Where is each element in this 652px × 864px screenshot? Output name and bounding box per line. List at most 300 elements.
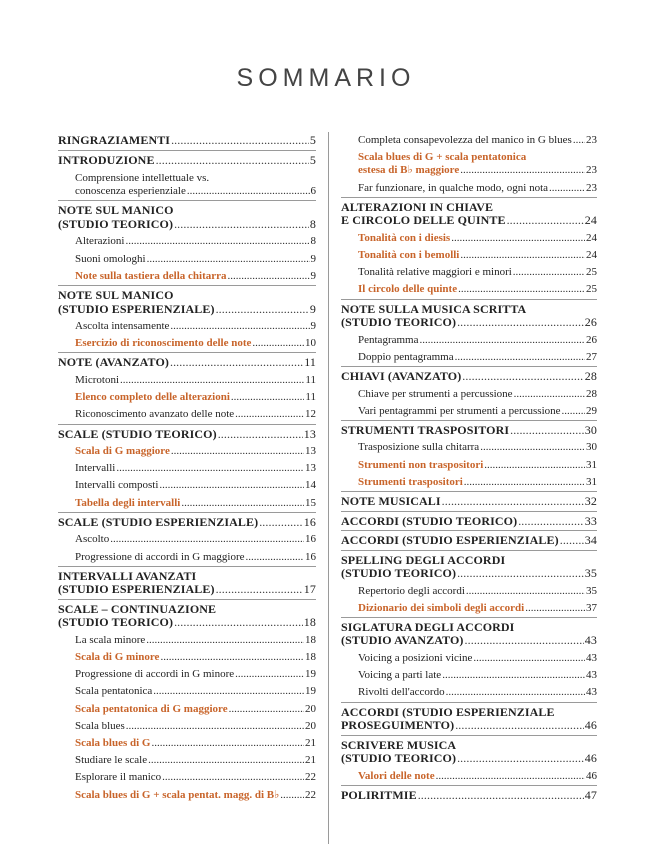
dot-leader bbox=[473, 652, 585, 665]
page-number: 31 bbox=[586, 458, 597, 471]
dot-leader bbox=[518, 515, 584, 529]
dot-leader bbox=[162, 771, 304, 784]
toc-entry-title: Tonalità con i bemolli bbox=[358, 249, 460, 262]
dot-leader bbox=[513, 266, 585, 279]
toc-section-entry[interactable] bbox=[341, 554, 597, 581]
toc-section-entry[interactable] bbox=[341, 534, 597, 548]
toc-entry-title: Ascolta intensamente bbox=[75, 320, 170, 333]
page-number: 35 bbox=[584, 566, 597, 581]
toc-subentry[interactable] bbox=[58, 720, 316, 733]
toc-subentry[interactable] bbox=[341, 351, 597, 364]
page-number: 31 bbox=[586, 475, 597, 488]
toc-section-entry[interactable] bbox=[58, 570, 316, 597]
toc-entry-title: Scala blues bbox=[75, 719, 125, 732]
dot-leader bbox=[218, 428, 303, 442]
toc-entry-title-line1: SIGLATURA DEGLI ACCORDI bbox=[341, 619, 515, 634]
toc-entry-title: Studiare le scale bbox=[75, 754, 148, 767]
dot-leader bbox=[171, 134, 309, 148]
page-number: 23 bbox=[586, 164, 597, 177]
toc-entry-title: Valori delle note bbox=[358, 769, 435, 782]
toc-entry-title: estesa di B♭ maggiore bbox=[358, 164, 460, 177]
toc-entry-title: Doppio pentagramma bbox=[358, 350, 454, 363]
toc-subentry[interactable] bbox=[58, 408, 316, 421]
toc-subentry[interactable] bbox=[341, 652, 597, 665]
page-number: 14 bbox=[305, 479, 316, 492]
dot-leader bbox=[549, 182, 585, 195]
page-number: 9 bbox=[309, 301, 316, 316]
toc-entry-title: Scala blues di G bbox=[75, 736, 151, 749]
toc-subentry[interactable] bbox=[341, 334, 597, 347]
page-number: 43 bbox=[586, 669, 597, 682]
toc-entry-title: (STUDIO TEORICO) bbox=[58, 615, 174, 630]
section-separator bbox=[58, 424, 316, 425]
page-number: 21 bbox=[305, 754, 316, 767]
dot-leader bbox=[259, 516, 303, 530]
toc-subentry[interactable] bbox=[58, 685, 316, 698]
dot-leader bbox=[229, 703, 304, 716]
toc-entry-title-line1: Comprensione intellettuale vs. bbox=[75, 172, 210, 184]
page-number: 24 bbox=[584, 213, 597, 228]
page-number: 17 bbox=[303, 582, 316, 597]
dot-leader bbox=[125, 235, 309, 248]
toc-entry-title: Il circolo delle quinte bbox=[358, 283, 458, 296]
toc-entry-title: ACCORDI (STUDIO TEORICO) bbox=[341, 513, 518, 528]
toc-subentry[interactable] bbox=[58, 253, 316, 266]
toc-entry-title: POLIRITMIE bbox=[341, 787, 417, 802]
toc-entry-title: Vari pentagrammi per strumenti a percussione bbox=[358, 404, 561, 417]
dot-leader bbox=[174, 218, 309, 232]
section-separator bbox=[341, 550, 597, 551]
dot-leader bbox=[525, 602, 585, 615]
toc-entry-title: RINGRAZIAMENTI bbox=[58, 133, 171, 147]
dot-leader bbox=[170, 320, 309, 333]
toc-entry-title: Repertorio degli accordi bbox=[358, 584, 465, 597]
page-number: 13 bbox=[303, 426, 316, 441]
toc-subentry[interactable] bbox=[58, 551, 316, 564]
page-number: 26 bbox=[584, 315, 597, 330]
toc-subentry[interactable] bbox=[341, 459, 597, 472]
toc-subentry[interactable] bbox=[58, 771, 316, 784]
dot-leader bbox=[462, 370, 584, 384]
page-number: 28 bbox=[586, 387, 597, 400]
dot-leader bbox=[442, 495, 584, 509]
toc-entry-title: Voicing a parti late bbox=[358, 669, 442, 682]
dot-leader bbox=[419, 334, 585, 347]
toc-entry-title: Riconoscimento avanzato delle note bbox=[75, 408, 235, 421]
toc-entry-title: Pentagramma bbox=[358, 333, 419, 346]
dot-leader bbox=[147, 253, 310, 266]
dot-leader bbox=[455, 351, 585, 364]
toc-entry-title: Scala pentatonica bbox=[75, 685, 153, 698]
toc-subentry[interactable] bbox=[58, 391, 316, 404]
dot-leader bbox=[464, 476, 585, 489]
toc-subentry[interactable] bbox=[341, 266, 597, 279]
toc-entry-title-line1: NOTE SULLA MUSICA SCRITTA bbox=[341, 301, 527, 316]
page-number: 19 bbox=[305, 668, 316, 681]
toc-entry-title: Strumenti non traspositori bbox=[358, 458, 484, 471]
toc-subentry[interactable] bbox=[58, 668, 316, 681]
page-number: 8 bbox=[309, 216, 316, 231]
section-separator bbox=[341, 785, 597, 786]
dot-leader bbox=[156, 154, 309, 168]
page-number: 8 bbox=[310, 235, 316, 248]
toc-subentry[interactable] bbox=[58, 462, 316, 475]
section-separator bbox=[341, 511, 597, 512]
toc-section-entry[interactable] bbox=[341, 303, 597, 330]
toc-entry-title-line1: INTERVALLI AVANZATI bbox=[58, 568, 197, 583]
dot-leader bbox=[120, 374, 304, 387]
dot-leader bbox=[187, 185, 310, 198]
dot-leader bbox=[465, 634, 584, 648]
toc-subentry[interactable] bbox=[341, 441, 597, 454]
page-number: 11 bbox=[305, 391, 316, 404]
toc-entry-title: Rivolti dell'accordo bbox=[358, 686, 445, 699]
toc-subentry[interactable] bbox=[341, 388, 597, 401]
toc-section-entry[interactable] bbox=[341, 789, 597, 803]
toc-entry-title: conoscenza esperienziale bbox=[75, 185, 186, 198]
dot-leader bbox=[507, 214, 584, 228]
toc-subentry[interactable] bbox=[341, 232, 597, 245]
toc-entry-title: Trasposizione sulla chitarra bbox=[358, 441, 480, 454]
toc-entry-title: Chiave per strumenti a percussione bbox=[358, 387, 513, 400]
toc-entry-title: NOTE (AVANZATO) bbox=[58, 355, 169, 370]
dot-leader bbox=[442, 669, 585, 682]
toc-subentry[interactable] bbox=[341, 669, 597, 682]
toc-entry-title: Tonalità relative maggiori e minori bbox=[358, 266, 512, 279]
page-number: 22 bbox=[305, 788, 316, 801]
dot-leader bbox=[280, 789, 304, 802]
toc-entry-title: (STUDIO TEORICO) bbox=[58, 216, 174, 231]
section-separator bbox=[341, 617, 597, 618]
toc-entry-title: Voicing a posizioni vicine bbox=[358, 651, 473, 664]
dot-leader bbox=[171, 445, 304, 458]
dot-leader bbox=[159, 479, 304, 492]
page-number: 5 bbox=[309, 133, 316, 147]
toc-entry-title-line1: SCALE – CONTINUAZIONE bbox=[58, 601, 217, 616]
page-number: 29 bbox=[586, 404, 597, 417]
dot-leader bbox=[181, 497, 304, 510]
toc-subentry[interactable] bbox=[58, 754, 316, 767]
dot-leader bbox=[235, 408, 304, 421]
toc-subentry[interactable] bbox=[58, 374, 316, 387]
toc-entry-title: Esplorare il manico bbox=[75, 771, 162, 784]
page-number: 18 bbox=[305, 633, 316, 646]
toc-entry-title: Note sulla tastiera della chitarra bbox=[75, 269, 227, 282]
page-number: 28 bbox=[584, 369, 597, 384]
page-number: 23 bbox=[586, 181, 597, 194]
toc-entry-title: INTRODUZIONE bbox=[58, 152, 155, 167]
dot-leader bbox=[458, 283, 585, 296]
toc-entry-title: E CIRCOLO DELLE QUINTE bbox=[341, 213, 506, 228]
page-number: 22 bbox=[305, 771, 316, 784]
toc-subentry[interactable] bbox=[58, 634, 316, 647]
column-divider bbox=[328, 132, 329, 844]
toc-entry-title: SCALE (STUDIO ESPERIENZIALE) bbox=[58, 514, 259, 529]
toc-subentry[interactable] bbox=[341, 686, 597, 699]
page-number: 30 bbox=[584, 422, 597, 437]
page-title: SOMMARIO bbox=[236, 64, 416, 92]
toc-section-entry[interactable] bbox=[58, 289, 316, 316]
page-number: 5 bbox=[309, 152, 316, 167]
toc-entry-title: Far funzionare, in qualche modo, ogni nota bbox=[358, 181, 549, 194]
toc-entry-title: ACCORDI (STUDIO ESPERIENZIALE) bbox=[341, 533, 559, 548]
dot-leader bbox=[228, 270, 310, 283]
toc-subentry[interactable] bbox=[58, 479, 316, 492]
section-separator bbox=[341, 420, 597, 421]
page-number: 26 bbox=[586, 333, 597, 346]
toc-subentry[interactable] bbox=[341, 182, 597, 195]
toc-subentry[interactable] bbox=[58, 235, 316, 248]
toc-subentry[interactable] bbox=[341, 405, 597, 418]
toc-entry-title: Dizionario dei simboli degli accordi bbox=[358, 601, 525, 614]
toc-subentry[interactable] bbox=[58, 172, 316, 198]
dot-leader bbox=[484, 459, 585, 472]
toc-section-entry[interactable] bbox=[58, 134, 316, 148]
section-separator bbox=[58, 352, 316, 353]
toc-subentry[interactable] bbox=[341, 249, 597, 262]
toc-entry-title-line1: SCRIVERE MUSICA bbox=[341, 737, 457, 752]
page-number: 15 bbox=[305, 496, 316, 509]
dot-leader bbox=[170, 356, 303, 370]
dot-leader bbox=[451, 232, 585, 245]
page-number: 33 bbox=[584, 513, 597, 528]
section-separator bbox=[341, 299, 597, 300]
page-number: 32 bbox=[584, 494, 597, 509]
toc-entry-title: STRUMENTI TRASPOSITORI bbox=[341, 422, 510, 437]
page-number: 20 bbox=[305, 719, 316, 732]
page-number: 21 bbox=[305, 736, 316, 749]
page-number: 18 bbox=[303, 615, 316, 630]
toc-entry-title: Intervalli composti bbox=[75, 479, 159, 492]
dot-leader bbox=[152, 737, 305, 750]
section-separator bbox=[341, 491, 597, 492]
page-number: 13 bbox=[305, 462, 316, 475]
page-number: 24 bbox=[586, 249, 597, 262]
toc-subentry[interactable] bbox=[341, 134, 597, 147]
dot-leader bbox=[436, 770, 585, 783]
dot-leader bbox=[246, 551, 304, 564]
section-separator bbox=[58, 599, 316, 600]
page-number: 46 bbox=[586, 769, 597, 782]
toc-subentry[interactable] bbox=[341, 585, 597, 598]
page-number: 9 bbox=[310, 252, 316, 265]
section-separator bbox=[58, 150, 316, 151]
toc-entry-title: SCALE (STUDIO TEORICO) bbox=[58, 426, 217, 441]
toc-subentry[interactable] bbox=[341, 151, 597, 177]
page-number: 20 bbox=[305, 702, 316, 715]
page-number: 43 bbox=[586, 651, 597, 664]
dot-leader bbox=[560, 534, 584, 548]
toc-entry-title-line1: NOTE SUL MANICO bbox=[58, 203, 174, 218]
toc-entry-title: Progressione di accordi in G maggiore bbox=[75, 550, 245, 563]
toc-entry-title-line1: NOTE SUL MANICO bbox=[58, 288, 174, 303]
toc-section-entry[interactable] bbox=[341, 706, 597, 733]
page-number: 25 bbox=[586, 283, 597, 296]
page-number: 46 bbox=[584, 751, 597, 766]
dot-leader bbox=[160, 651, 304, 664]
toc-entry-title: (STUDIO AVANZATO) bbox=[341, 633, 464, 648]
page-number: 9 bbox=[310, 269, 316, 282]
toc-entry-title: Ascolto bbox=[75, 533, 110, 546]
section-separator bbox=[58, 285, 316, 286]
page-number: 34 bbox=[584, 533, 597, 548]
dot-leader bbox=[455, 719, 584, 733]
page-number: 46 bbox=[584, 718, 597, 733]
toc-subentry[interactable] bbox=[341, 476, 597, 489]
page-number: 16 bbox=[305, 533, 316, 546]
toc-section-entry[interactable] bbox=[58, 603, 316, 630]
toc-section-entry[interactable] bbox=[341, 201, 597, 228]
toc-entry-title: (STUDIO TEORICO) bbox=[341, 751, 457, 766]
dot-leader bbox=[457, 567, 584, 581]
section-separator bbox=[58, 566, 316, 567]
page-number: 12 bbox=[305, 408, 316, 421]
toc-section-entry[interactable] bbox=[341, 370, 597, 384]
toc-section-entry[interactable] bbox=[341, 621, 597, 648]
toc-subentry[interactable] bbox=[58, 337, 316, 350]
page-number: 11 bbox=[304, 355, 316, 370]
page-number: 37 bbox=[586, 601, 597, 614]
toc-subentry[interactable] bbox=[58, 703, 316, 716]
toc-entry-title: Strumenti traspositori bbox=[358, 475, 463, 488]
dot-leader bbox=[457, 752, 584, 766]
dot-leader bbox=[148, 754, 304, 767]
toc-subentry[interactable] bbox=[58, 445, 316, 458]
dot-leader bbox=[466, 585, 585, 598]
toc-entry-title: Elenco completo delle alterazioni bbox=[75, 391, 230, 404]
toc-subentry[interactable] bbox=[58, 270, 316, 283]
dot-leader bbox=[116, 462, 304, 475]
page-number: 47 bbox=[584, 787, 597, 802]
toc-entry-title-line1: ALTERAZIONI IN CHIAVE bbox=[341, 199, 494, 214]
dot-leader bbox=[110, 533, 304, 546]
toc-entry-title: Tonalità con i diesis bbox=[358, 231, 451, 244]
toc-entry-title: La scala minore bbox=[75, 633, 146, 646]
dot-leader bbox=[146, 634, 304, 647]
toc-subentry[interactable] bbox=[58, 497, 316, 510]
toc-subentry[interactable] bbox=[58, 789, 316, 802]
toc-entry-title: CHIAVI (AVANZATO) bbox=[341, 369, 462, 384]
dot-leader bbox=[216, 303, 309, 317]
toc-entry-title: Alterazioni bbox=[75, 235, 125, 248]
dot-leader bbox=[231, 391, 305, 404]
toc-entry-title: Tabella degli intervalli bbox=[75, 496, 181, 509]
toc-entry-title: (STUDIO ESPERIENZIALE) bbox=[58, 582, 215, 597]
page-number: 11 bbox=[305, 373, 316, 386]
toc-subentry[interactable] bbox=[341, 283, 597, 296]
dot-leader bbox=[418, 789, 584, 803]
section-separator bbox=[58, 512, 316, 513]
toc-section-entry[interactable] bbox=[341, 495, 597, 509]
dot-leader bbox=[457, 316, 584, 330]
page-number: 35 bbox=[586, 584, 597, 597]
dot-leader bbox=[460, 164, 585, 177]
toc-left-column bbox=[58, 134, 316, 802]
page-number: 30 bbox=[586, 441, 597, 454]
page-number: 6 bbox=[310, 185, 316, 198]
toc-entry-title: Esercizio di riconoscimento delle note bbox=[75, 337, 252, 350]
page-number: 10 bbox=[305, 337, 316, 350]
toc-subentry[interactable] bbox=[58, 533, 316, 546]
page-number: 13 bbox=[305, 445, 316, 458]
toc-entry-title: Scala pentatonica di G maggiore bbox=[75, 702, 228, 715]
toc-entry-title: (STUDIO TEORICO) bbox=[341, 566, 457, 581]
toc-entry-title: PROSEGUIMENTO) bbox=[341, 718, 455, 733]
toc-section-entry[interactable] bbox=[58, 428, 316, 442]
page-number: 27 bbox=[586, 350, 597, 363]
dot-leader bbox=[174, 616, 303, 630]
dot-leader bbox=[480, 441, 585, 454]
toc-entry-title-line1: ACCORDI (STUDIO ESPERIENZIALE bbox=[341, 704, 555, 719]
page-number: 43 bbox=[586, 686, 597, 699]
dot-leader bbox=[216, 583, 303, 597]
dot-leader bbox=[573, 134, 585, 147]
page-number: 23 bbox=[586, 134, 597, 146]
page-number: 19 bbox=[305, 685, 316, 698]
section-separator bbox=[341, 530, 597, 531]
toc-entry-title: Intervalli bbox=[75, 462, 116, 475]
section-separator bbox=[341, 366, 597, 367]
toc-entry-title: Suoni omologhi bbox=[75, 252, 146, 265]
page-number: 9 bbox=[310, 320, 316, 333]
page-number: 24 bbox=[586, 231, 597, 244]
toc-right-column bbox=[341, 134, 597, 802]
page-number: 18 bbox=[305, 650, 316, 663]
toc-section-entry[interactable] bbox=[58, 516, 316, 530]
section-separator bbox=[58, 200, 316, 201]
section-separator bbox=[341, 197, 597, 198]
toc-entry-title-line1: SPELLING DEGLI ACCORDI bbox=[341, 552, 506, 567]
dot-leader bbox=[562, 405, 585, 418]
toc-subentry[interactable] bbox=[58, 737, 316, 750]
dot-leader bbox=[126, 720, 304, 733]
toc-entry-title: NOTE MUSICALI bbox=[341, 494, 441, 509]
toc-entry-title: (STUDIO TEORICO) bbox=[341, 315, 457, 330]
toc-section-entry[interactable] bbox=[341, 515, 597, 529]
toc-entry-title: (STUDIO ESPERIENZIALE) bbox=[58, 301, 215, 316]
dot-leader bbox=[153, 685, 304, 698]
toc-section-entry[interactable] bbox=[341, 424, 597, 438]
page-number: 43 bbox=[584, 633, 597, 648]
toc-entry-title: Scala di G maggiore bbox=[75, 445, 170, 458]
dot-leader bbox=[235, 668, 304, 681]
toc-subentry[interactable] bbox=[341, 602, 597, 615]
toc-subentry[interactable] bbox=[341, 770, 597, 783]
toc-entry-title: Completa consapevolezza del manico in G blues bbox=[358, 134, 572, 146]
toc-entry-title: Scala di G minore bbox=[75, 650, 160, 663]
toc-entry-title: Microtoni bbox=[75, 373, 119, 386]
toc-entry-title: Scala blues di G + scala pentat. magg. di B♭ bbox=[75, 788, 280, 801]
section-separator bbox=[341, 735, 597, 736]
toc-section-entry[interactable] bbox=[341, 739, 597, 766]
toc-entry-title: Progressione di accordi in G minore bbox=[75, 668, 235, 681]
dot-leader bbox=[514, 388, 585, 401]
dot-leader bbox=[460, 249, 585, 262]
page-number: 16 bbox=[305, 550, 316, 563]
toc-section-entry[interactable] bbox=[58, 154, 316, 168]
toc-subentry[interactable] bbox=[58, 320, 316, 333]
dot-leader bbox=[510, 424, 584, 438]
section-separator bbox=[341, 702, 597, 703]
toc-section-entry[interactable] bbox=[58, 204, 316, 231]
toc-section-entry[interactable] bbox=[58, 356, 316, 370]
dot-leader bbox=[252, 337, 304, 350]
page-number: 25 bbox=[586, 266, 597, 279]
toc-subentry[interactable] bbox=[58, 651, 316, 664]
toc-entry-title-line1: Scala blues di G + scala pentatonica bbox=[358, 151, 527, 164]
page-number: 16 bbox=[303, 514, 316, 529]
dot-leader bbox=[446, 686, 585, 699]
